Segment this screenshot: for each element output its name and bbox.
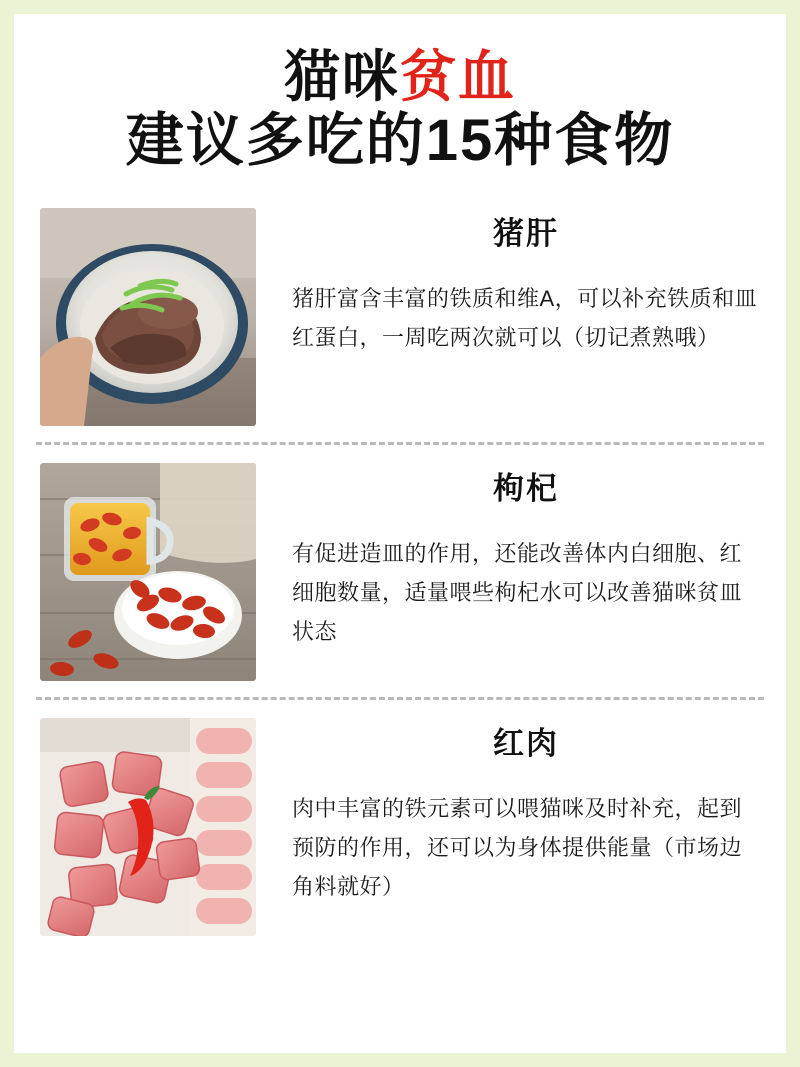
- list-item-body: [256, 204, 760, 357]
- poster-card: [14, 14, 786, 1053]
- list-item: [40, 700, 760, 952]
- list-item-text: 肉中丰富的铁元素可以喂猫咪及时补充，起到预防的作用，还可以为身体提供能量（市场边角料就好）: [292, 795, 743, 899]
- red-meat-photo: [40, 718, 256, 936]
- page-title: [40, 32, 760, 190]
- title-line-2: 建议多吃的15种食物: [125, 107, 675, 173]
- title-line-1: [40, 46, 760, 109]
- list-item-text: 有促进造皿的作用，还能改善体内白细胞、红细胞数量，适量喂些枸杞水可以改善猫咪贫皿状态: [292, 540, 743, 644]
- list-item-text: 猪肝富含丰富的铁质和维A，可以补充铁质和皿红蛋白，一周吃两次就可以（切记煮熟哦）: [292, 285, 758, 350]
- title-prefix: 猫咪: [284, 45, 400, 108]
- list-item-body: [256, 714, 760, 906]
- title-accent: 贫血: [400, 45, 516, 108]
- list-item-body: [256, 459, 760, 651]
- pork-liver-photo: [40, 208, 256, 426]
- list-item-title: 红肉: [493, 725, 559, 761]
- list-item: [40, 190, 760, 442]
- goji-berry-photo: [40, 463, 256, 681]
- list-item: [40, 445, 760, 697]
- list-item-title: 枸杞: [493, 470, 559, 506]
- list-item-title: 猪肝: [493, 215, 559, 251]
